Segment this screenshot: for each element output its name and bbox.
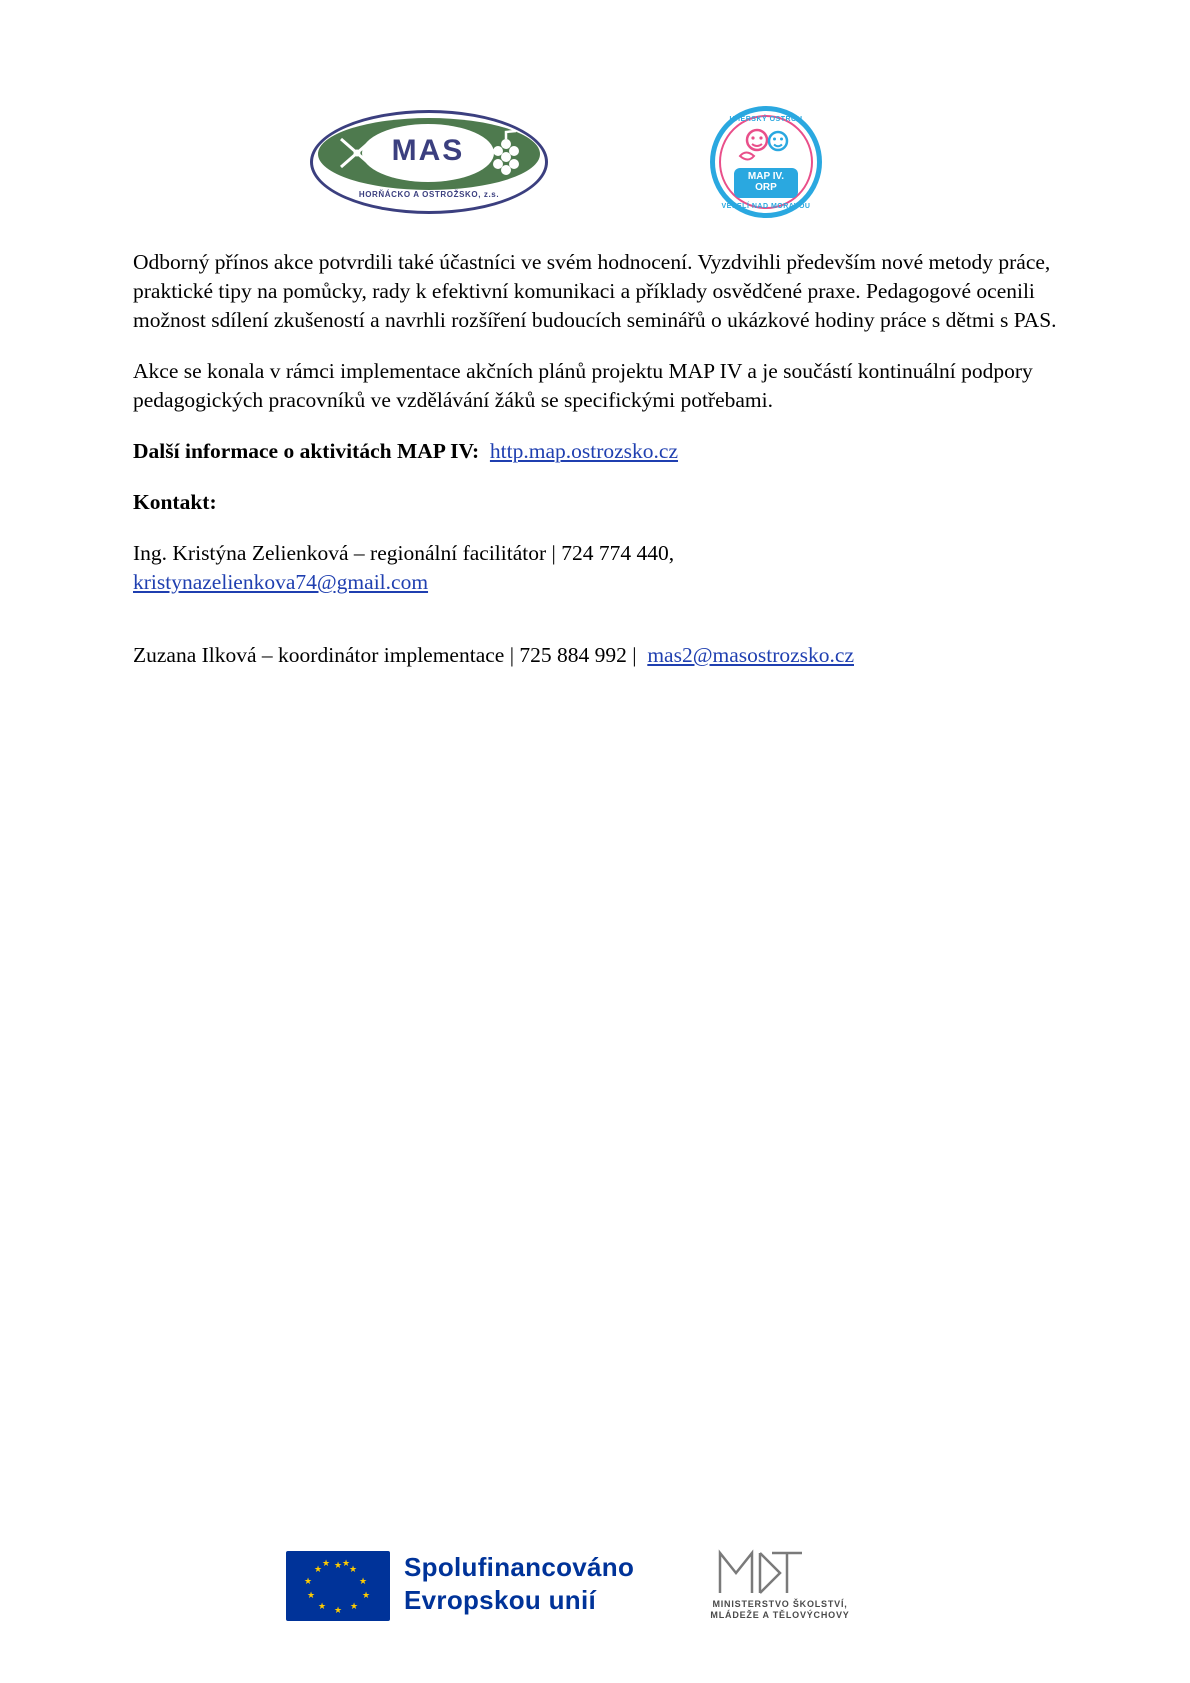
paragraph-spacer — [133, 619, 1057, 641]
msmt-caption — [680, 1599, 880, 1621]
eu-cofunding-text — [404, 1551, 634, 1617]
children-icon — [736, 126, 796, 170]
document-body — [133, 248, 1057, 692]
map-logo-badge — [734, 168, 798, 198]
map-logo-arc-top: UHERSKÝ OSTROH — [729, 116, 803, 123]
contact-person-2 — [133, 641, 1057, 670]
mas-logo — [310, 110, 548, 214]
contact-person-1-text: Ing. Kristýna Zelienková – regionální facilitátor | 724 774 440, — [133, 541, 675, 565]
map-logo-arc-bottom: VESELÍ NAD MORAVOU — [721, 203, 811, 210]
more-info-line — [133, 437, 1057, 466]
mas-logo-wordmark: MAS — [391, 134, 465, 167]
document-footer — [0, 1539, 1190, 1631]
map-logo-badge-line1: MAP IV. — [747, 171, 785, 182]
msmt-logo — [680, 1545, 880, 1623]
map-iv-logo — [710, 106, 822, 218]
contact-heading: Kontakt: — [133, 490, 217, 514]
paragraph-evaluation: Odborný přínos akce potvrdili také účastníci ve svém hodnocení. Vyzdvihli především nové metody práce, praktické tipy na pomůcky, rady k efektivní komunikaci a příklady osvědčené praxe. Pedagogové ocenili možnost sdílení zkušeností a navrhli rozšíření budoucích seminářů o ukázkové hodiny práce s dětmi s PAS. — [133, 250, 1057, 332]
eu-cofunding-line2: Evropskou unií — [404, 1585, 597, 1615]
map-logo-badge-line2: ORP — [755, 182, 777, 193]
eu-cofunding-line1: Spolufinancováno — [404, 1552, 635, 1582]
contact-person-2-email-link[interactable]: mas2@masostrozsko.cz — [647, 643, 854, 667]
eu-cofunding-logo — [286, 1547, 636, 1619]
msmt-caption-line2: MLÁDEŽE A TĚLOVÝCHOVY — [710, 1610, 850, 1620]
map-website-link[interactable]: http.map.ostrozsko.cz — [489, 439, 679, 463]
document-header — [0, 48, 1190, 210]
more-info-label: Další informace o aktivitách MAP IV: — [133, 439, 480, 463]
msmt-emblem-icon — [710, 1545, 806, 1597]
mas-logo-subtitle: HORŇÁCKO A OSTROŽSKO, z.s. — [358, 190, 500, 199]
paragraph-context: Akce se konala v rámci implementace akčních plánů projektu MAP IV a je součástí kontinuální podpory pedagogických pracovníků ve vzdělávání žáků se specifickými potřebami. — [133, 359, 1033, 412]
eu-flag-icon: ★ ★ ★ ★ ★ ★ ★ ★ ★ ★ ★ ★ — [286, 1551, 390, 1621]
contact-person-1 — [133, 539, 1057, 597]
contact-person-1-email-link[interactable]: kristynazelienkova74@gmail.com — [133, 570, 429, 594]
contact-person-2-text: Zuzana Ilková – koordinátor implementace | 725 884 992 | — [133, 643, 637, 667]
msmt-caption-line1: MINISTERSTVO ŠKOLSTVÍ, — [712, 1599, 848, 1609]
